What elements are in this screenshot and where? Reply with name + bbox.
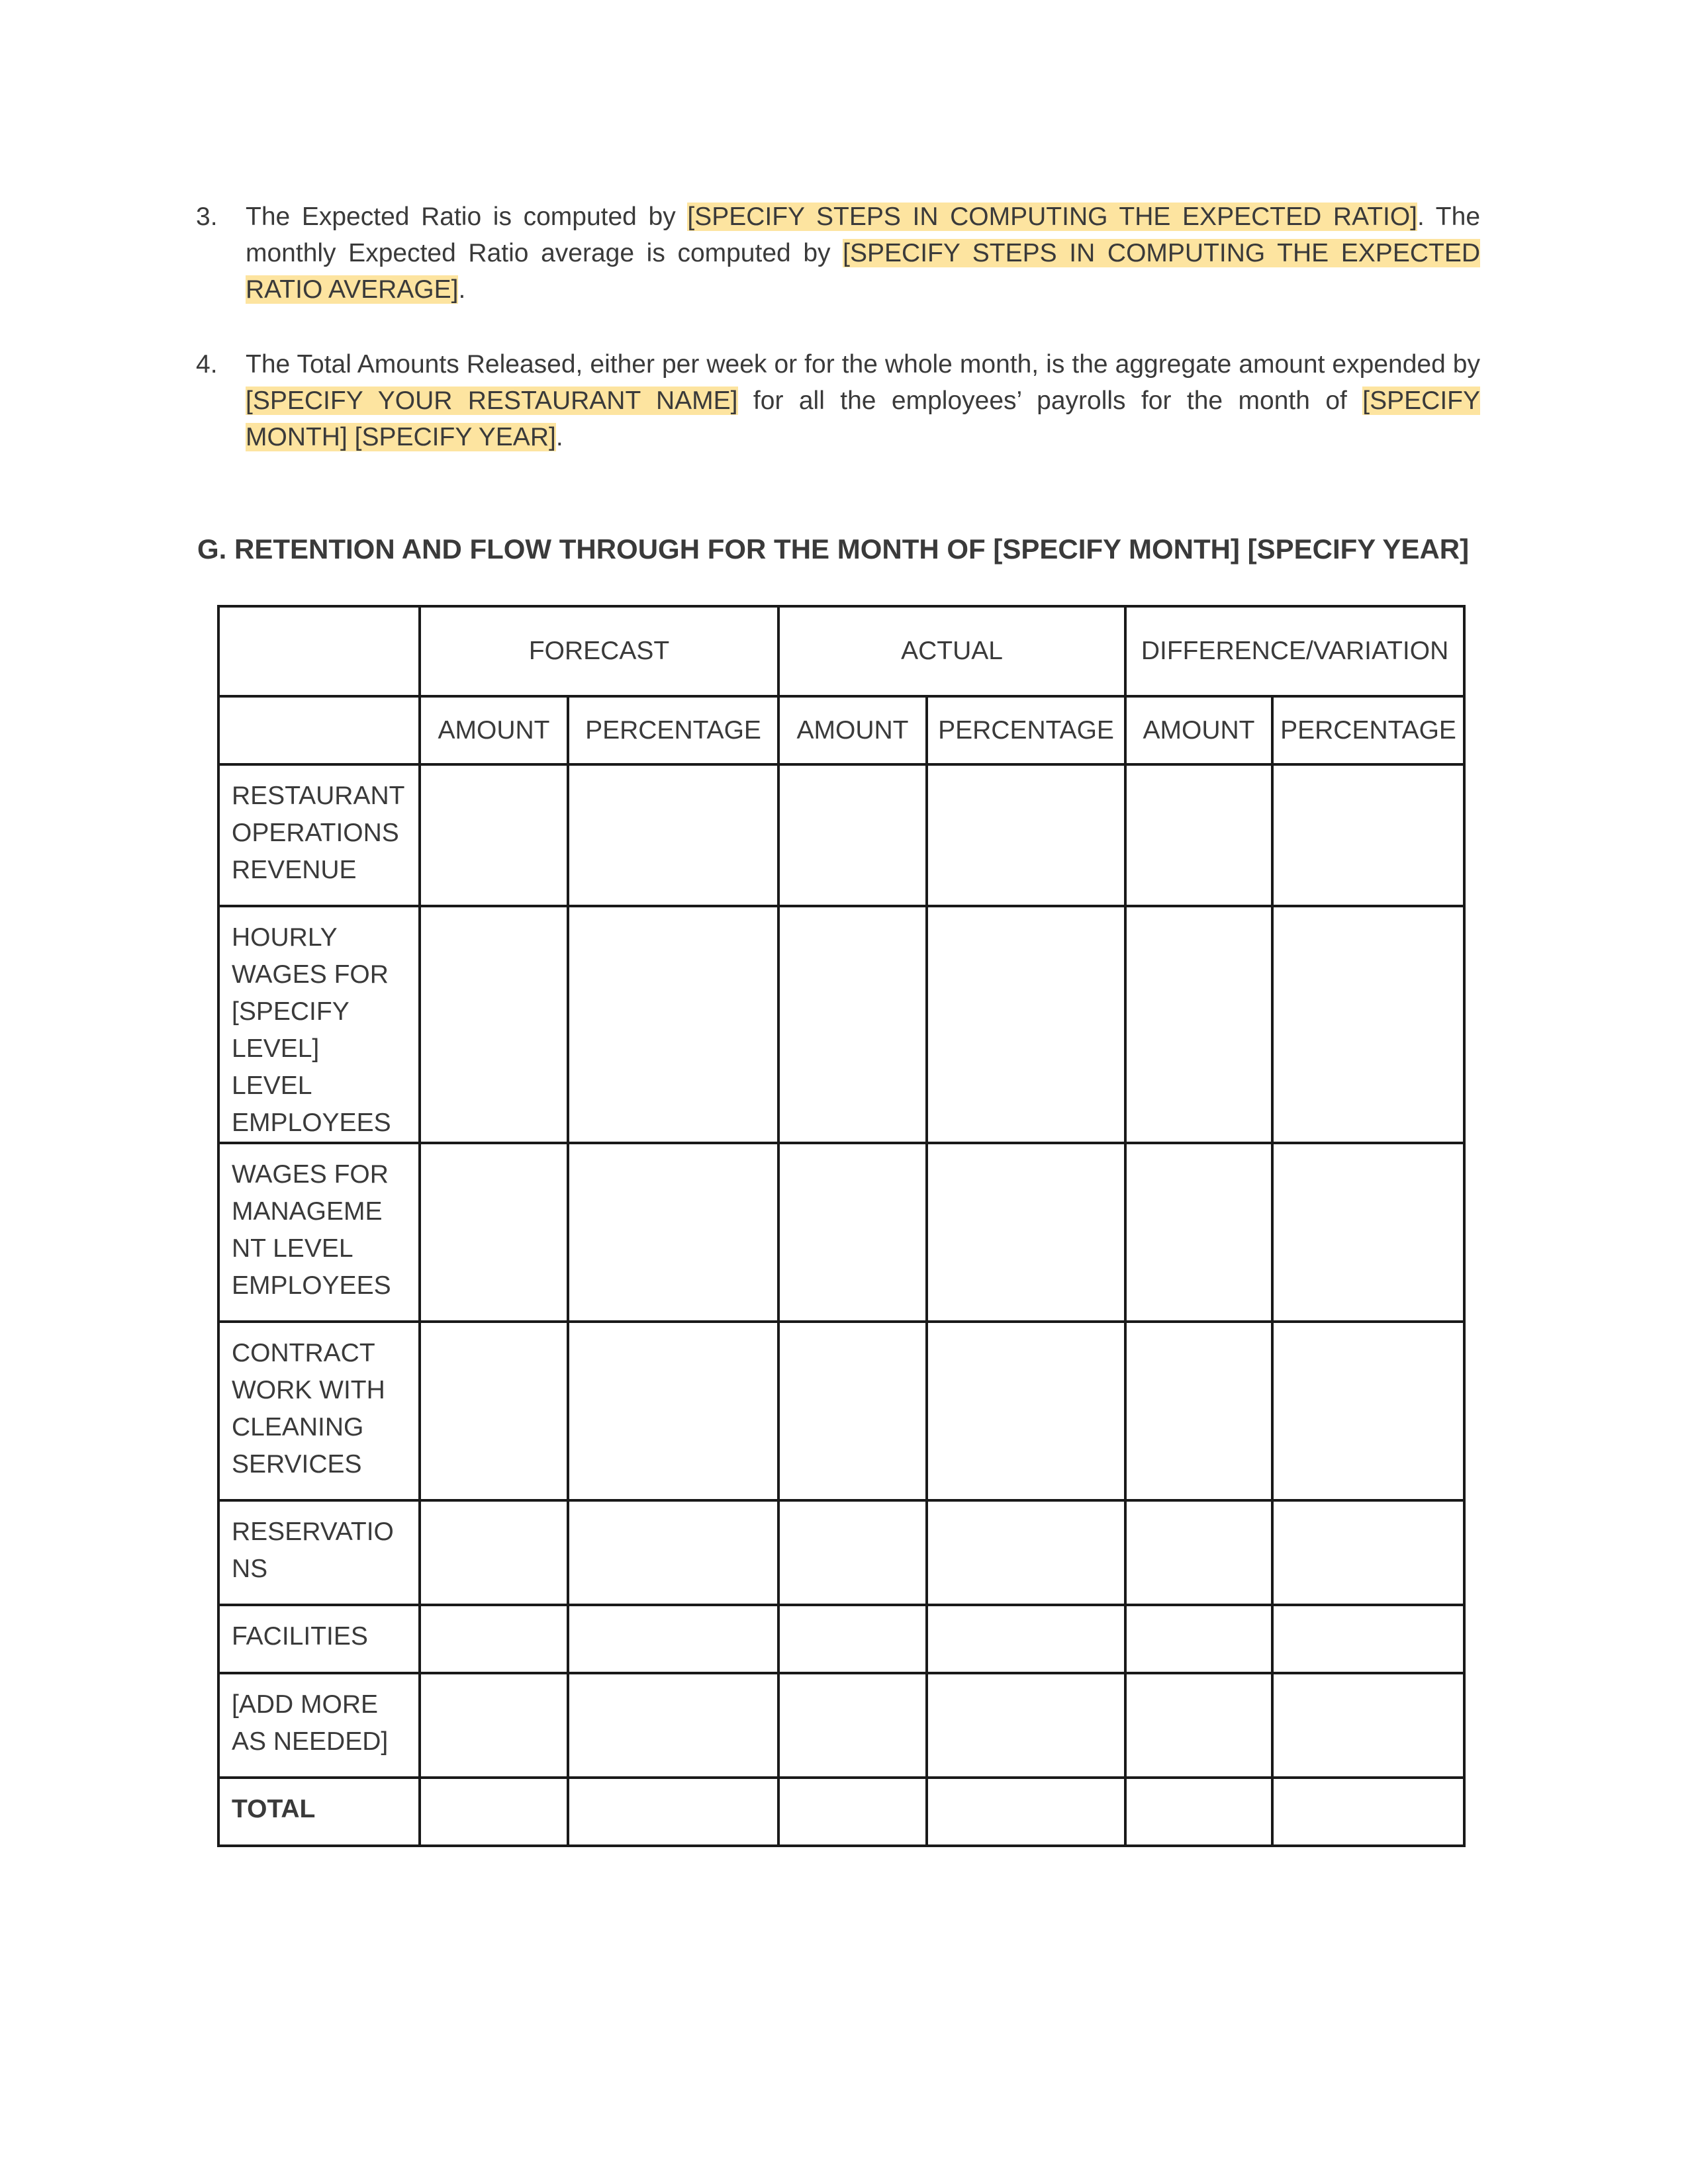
row-label: HOURLY WAGES FOR [SPECIFY LEVEL] LEVEL EMPLOYEES <box>218 906 420 1143</box>
actual-header: ACTUAL <box>778 606 1125 696</box>
list-item-4 <box>196 346 1480 455</box>
text-run: . <box>555 423 563 451</box>
placeholder-highlight: [SPECIFY STEPS IN COMPUTING THE EXPECTED RATIO AVERAGE] <box>246 239 1480 304</box>
list-number: 4. <box>196 350 218 379</box>
forecast-percentage-cell[interactable] <box>568 1322 778 1500</box>
total-label: TOTAL <box>218 1778 420 1846</box>
forecast-percentage-cell[interactable] <box>568 1143 778 1322</box>
text-run: The Total Amounts Released, either per week or for the whole month, is the aggregate amount expended by <box>246 350 1480 379</box>
empty-label-cell <box>218 696 420 764</box>
difference-amount-cell[interactable] <box>1125 1143 1272 1322</box>
actual-amount-cell[interactable] <box>778 1778 927 1846</box>
actual-amount-header: AMOUNT <box>778 696 927 764</box>
actual-percentage-cell[interactable] <box>927 1143 1125 1322</box>
table-row <box>218 1500 1464 1605</box>
row-label: FACILITIES <box>218 1605 420 1673</box>
difference-percentage-cell[interactable] <box>1272 1778 1464 1846</box>
forecast-amount-cell[interactable] <box>420 1143 568 1322</box>
row-label: [ADD MORE AS NEEDED] <box>218 1673 420 1778</box>
placeholder-highlight: [SPECIFY STEPS IN COMPUTING THE EXPECTED RATIO] <box>687 203 1418 231</box>
table-row <box>218 1143 1464 1322</box>
group-header-row <box>218 606 1464 696</box>
actual-percentage-cell[interactable] <box>927 1605 1125 1673</box>
difference-amount-cell[interactable] <box>1125 1605 1272 1673</box>
forecast-amount-cell[interactable] <box>420 1778 568 1846</box>
row-label: RESERVATIO NS <box>218 1500 420 1605</box>
difference-percentage-cell[interactable] <box>1272 1143 1464 1322</box>
difference-percentage-cell[interactable] <box>1272 1500 1464 1605</box>
row-label: CONTRACT WORK WITH CLEANING SERVICES <box>218 1322 420 1500</box>
actual-percentage-cell[interactable] <box>927 906 1125 1143</box>
sub-header-row <box>218 696 1464 764</box>
actual-amount-cell[interactable] <box>778 1673 927 1778</box>
list-number: 3. <box>196 203 218 231</box>
total-row <box>218 1778 1464 1846</box>
empty-corner-cell <box>218 606 420 696</box>
actual-amount-cell[interactable] <box>778 1143 927 1322</box>
forecast-percentage-cell[interactable] <box>568 906 778 1143</box>
row-label: RESTAURANT OPERATIONS REVENUE <box>218 764 420 906</box>
difference-amount-cell[interactable] <box>1125 1673 1272 1778</box>
difference-percentage-cell[interactable] <box>1272 906 1464 1143</box>
row-label: WAGES FOR MANAGEME NT LEVEL EMPLOYEES <box>218 1143 420 1322</box>
forecast-amount-header: AMOUNT <box>420 696 568 764</box>
actual-amount-cell[interactable] <box>778 906 927 1143</box>
difference-amount-cell[interactable] <box>1125 1322 1272 1500</box>
table-row <box>218 1673 1464 1778</box>
forecast-percentage-cell[interactable] <box>568 1605 778 1673</box>
forecast-percentage-cell[interactable] <box>568 1500 778 1605</box>
list-text <box>246 346 1480 455</box>
actual-amount-cell[interactable] <box>778 764 927 906</box>
actual-amount-cell[interactable] <box>778 1500 927 1605</box>
difference-percentage-cell[interactable] <box>1272 1673 1464 1778</box>
forecast-amount-cell[interactable] <box>420 1322 568 1500</box>
table-row <box>218 1322 1464 1500</box>
actual-percentage-cell[interactable] <box>927 1322 1125 1500</box>
table-row <box>218 906 1464 1143</box>
difference-percentage-cell[interactable] <box>1272 1605 1464 1673</box>
forecast-amount-cell[interactable] <box>420 1605 568 1673</box>
difference-percentage-cell[interactable] <box>1272 764 1464 906</box>
forecast-header: FORECAST <box>420 606 778 696</box>
text-run: . The monthly Expected Ratio average is computed by <box>246 203 1481 267</box>
text-run: . <box>458 275 466 304</box>
forecast-percentage-cell[interactable] <box>568 1673 778 1778</box>
actual-percentage-cell[interactable] <box>927 764 1125 906</box>
difference-amount-cell[interactable] <box>1125 1778 1272 1846</box>
difference-percentage-header: PERCENTAGE <box>1272 696 1464 764</box>
text-run: The Expected Ratio is computed by <box>246 203 688 231</box>
difference-amount-cell[interactable] <box>1125 1500 1272 1605</box>
retention-table <box>217 605 1466 1847</box>
difference-header: DIFFERENCE/VARIATION <box>1125 606 1464 696</box>
actual-percentage-cell[interactable] <box>927 1673 1125 1778</box>
forecast-amount-cell[interactable] <box>420 906 568 1143</box>
section-heading: G. RETENTION AND FLOW THROUGH FOR THE MONTH OF [SPECIFY MONTH] [SPECIFY YEAR] <box>197 533 1470 565</box>
table-row <box>218 1605 1464 1673</box>
actual-amount-cell[interactable] <box>778 1605 927 1673</box>
placeholder-highlight: [SPECIFY YOUR RESTAURANT NAME] <box>246 387 738 415</box>
actual-percentage-cell[interactable] <box>927 1778 1125 1846</box>
forecast-percentage-cell[interactable] <box>568 764 778 906</box>
actual-amount-cell[interactable] <box>778 1322 927 1500</box>
difference-amount-cell[interactable] <box>1125 764 1272 906</box>
forecast-percentage-header: PERCENTAGE <box>568 696 778 764</box>
forecast-percentage-cell[interactable] <box>568 1778 778 1846</box>
actual-percentage-header: PERCENTAGE <box>927 696 1125 764</box>
actual-percentage-cell[interactable] <box>927 1500 1125 1605</box>
text-run: for all the employees’ payrolls for the month of <box>737 387 1363 415</box>
list-item-3 <box>196 199 1480 308</box>
difference-amount-cell[interactable] <box>1125 906 1272 1143</box>
forecast-amount-cell[interactable] <box>420 1500 568 1605</box>
difference-amount-header: AMOUNT <box>1125 696 1272 764</box>
difference-percentage-cell[interactable] <box>1272 1322 1464 1500</box>
table-row <box>218 764 1464 906</box>
placeholder-highlight: [SPECIFY MONTH] [SPECIFY YEAR] <box>246 387 1480 451</box>
list-text <box>246 199 1480 308</box>
forecast-amount-cell[interactable] <box>420 1673 568 1778</box>
forecast-amount-cell[interactable] <box>420 764 568 906</box>
